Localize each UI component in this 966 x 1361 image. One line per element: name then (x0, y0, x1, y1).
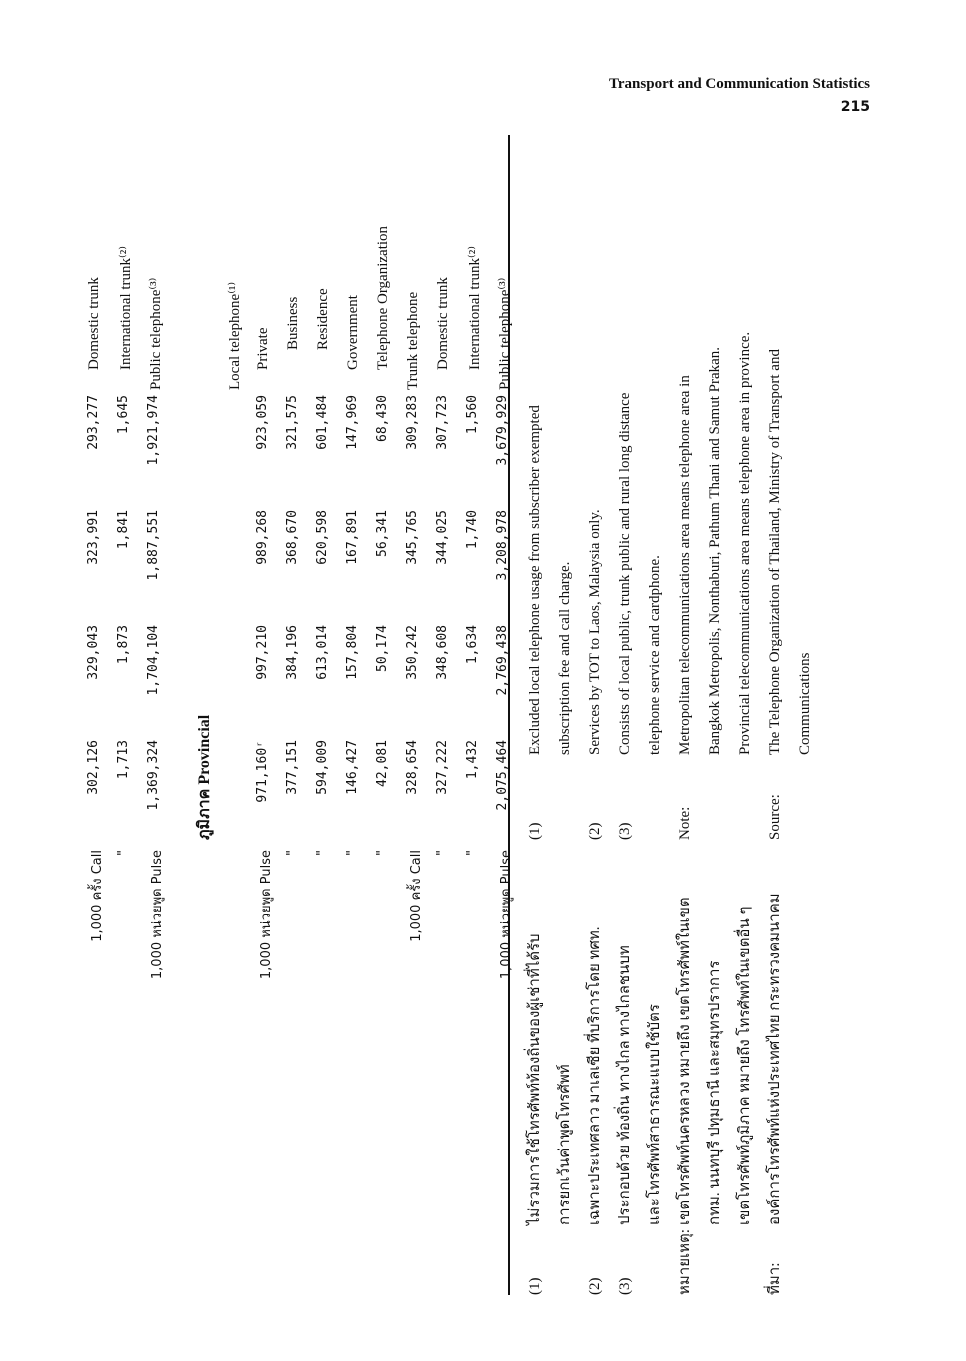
cell-value: 3,208,978 (495, 510, 510, 581)
cell-value: 68,430 (375, 395, 390, 442)
footnote-text: subscription fee and call charge. (557, 561, 573, 755)
section-provincial: ภูมิภาค Provincial (196, 714, 213, 840)
table-row (435, 135, 463, 1295)
footnote-line (520, 845, 550, 1295)
cell-value: 1,560 (465, 395, 480, 435)
row-unit: 1,000 หน่วยพูด Pulse (150, 850, 165, 980)
footnote-line (550, 140, 580, 840)
footnote-text: กทม. นนทบุรี ปทุมธานี และสมุทรปราการ (707, 960, 723, 1225)
row-label-english: Private (255, 327, 271, 370)
table-row (255, 135, 283, 1295)
footnote-line (730, 845, 760, 1295)
row-unit: 1,000 หน่วยพูด Pulse (259, 850, 274, 980)
footnote-text: Excluded local telephone usage from subscriber exempted (527, 405, 543, 755)
cell-value: 309,283 (405, 395, 420, 450)
cell-value: 345,765 (405, 510, 420, 565)
running-title: Transport and Communication Statistics (609, 76, 870, 92)
footnote-line (550, 845, 580, 1295)
row-unit: " (465, 850, 480, 856)
cell-value: 147,969 (345, 395, 360, 450)
row-label-english: International trunk⁽²⁾ (467, 246, 483, 370)
footnote-label: Source: (767, 794, 783, 840)
footnote-line (760, 140, 790, 840)
footnote-line (670, 140, 700, 840)
footnote-text: ประกอบด้วย ท้องถิ่น ทางไกล ทางไกลชนบท (617, 945, 633, 1225)
cell-value: 377,151 (285, 740, 300, 795)
footnote-label: (3) (617, 822, 633, 840)
footnote-line (610, 845, 640, 1295)
cell-value: 348,608 (435, 625, 450, 680)
cell-value: 997,210 (255, 625, 270, 680)
table-row (116, 135, 144, 1295)
footnote-text: และโทรศัพท์สาธารณะแบบใช้บัตร (647, 1004, 663, 1225)
cell-value: 601,484 (315, 395, 330, 450)
cell-value: 56,341 (375, 510, 390, 557)
table-row (375, 135, 403, 1295)
cell-value: 1,740 (465, 510, 480, 550)
cell-value: 329,043 (86, 625, 101, 680)
row-unit: " (435, 850, 450, 856)
row-unit: 1,000 ครั้ง Call (409, 850, 424, 942)
table-row (315, 135, 343, 1295)
footnote-line (670, 845, 700, 1295)
footnote-label: หมายเหตุ: (677, 1229, 693, 1295)
cell-value: 167,891 (345, 510, 360, 565)
row-unit: " (315, 850, 330, 856)
cell-value: 1,921,974 (146, 395, 161, 466)
row-label-english: Government (345, 295, 361, 370)
cell-value: 307,723 (435, 395, 450, 450)
table-row (285, 135, 313, 1295)
footnote-text: เฉพาะประเทศลาว มาเลเซีย ที่บริการโดย ทศท. (587, 926, 603, 1225)
cell-value: 989,268 (255, 510, 270, 565)
cell-value: 1,841 (116, 510, 131, 550)
page-header (609, 76, 870, 115)
cell-value: 344,025 (435, 510, 450, 565)
footnote-line (700, 845, 730, 1295)
footnote-label: Note: (677, 806, 693, 840)
footnote-text: Consists of local public, trunk public and rural long distance (617, 392, 633, 755)
cell-value: 971,160ʳ (255, 740, 270, 803)
cell-value: 1,369,324 (146, 740, 161, 811)
row-label-english: Telephone Organization (375, 225, 391, 370)
footnote-text: Services by TOT to Laos, Malaysia only. (587, 509, 603, 755)
cell-value: 293,277 (86, 395, 101, 450)
cell-value: 620,598 (315, 510, 330, 565)
footnote-label: (3) (617, 1277, 633, 1295)
cell-value: 321,575 (285, 395, 300, 450)
footnote-line (610, 140, 640, 840)
footnote-text: telephone service and cardphone. (647, 555, 663, 755)
cell-value: 594,009 (315, 740, 330, 795)
cell-value: 384,196 (285, 625, 300, 680)
footnote-text: การยกเว้นค่าพูดโทรศัพท์ (557, 1064, 573, 1225)
row-label-english: Residence (315, 288, 331, 350)
cell-value: 1,645 (116, 395, 131, 435)
cell-value: 1,873 (116, 625, 131, 665)
row-unit: " (375, 850, 390, 856)
footnote-line (640, 140, 670, 840)
table-row (465, 135, 493, 1295)
footnote-line (640, 845, 670, 1295)
row-label-english: Trunk telephone (405, 291, 421, 390)
footnote-label: (1) (527, 1277, 543, 1295)
cell-value: 42,081 (375, 740, 390, 787)
cell-value: 613,014 (315, 625, 330, 680)
footnote-line (520, 140, 550, 840)
row-label-english: Domestic trunk (435, 277, 451, 370)
footnote-line (580, 140, 610, 840)
row-label-english: Public telephone⁽³⁾ (497, 277, 513, 390)
footnote-text: Metropolitan telecommunications area means telephone area in (677, 375, 693, 755)
table-bottom-rule (508, 135, 510, 1295)
row-unit: 1,000 ครั้ง Call (90, 850, 105, 942)
cell-value: 1,887,551 (146, 510, 161, 581)
footnote-text: ไม่รวมการใช้โทรศัพท์ท้องถิ่นของผู้เช่าที่ได้รับ (527, 933, 543, 1225)
cell-value: 2,769,438 (495, 625, 510, 696)
footnote-text: Provincial telecommunications area means telephone area in province. (737, 331, 753, 755)
cell-value: 350,242 (405, 625, 420, 680)
cell-value: 146,427 (345, 740, 360, 795)
row-unit: " (285, 850, 300, 856)
footnote-text: Communications (797, 652, 813, 755)
page-number: 215 (840, 99, 870, 115)
footnote-line (760, 845, 790, 1295)
row-unit: " (116, 850, 131, 856)
cell-value: 1,713 (116, 740, 131, 780)
footnote-line (580, 845, 610, 1295)
table-row (86, 135, 114, 1295)
footnote-text: Bangkok Metropolis, Nonthaburi, Pathum Thani and Samut Prakan. (707, 346, 723, 755)
footnote-line (730, 140, 760, 840)
cell-value: 323,991 (86, 510, 101, 565)
table-row (345, 135, 373, 1295)
row-label-english: Public telephone⁽³⁾ (148, 277, 164, 390)
cell-value: 302,126 (86, 740, 101, 795)
row-label-english: Local telephone⁽¹⁾ (227, 281, 243, 390)
cell-value: 2,075,464 (495, 740, 510, 811)
cell-value: 327,222 (435, 740, 450, 795)
table-row (225, 135, 253, 1295)
footnote-line (790, 140, 820, 840)
footnote-line (700, 140, 730, 840)
footnote-label: (1) (527, 822, 543, 840)
footnotes-english (520, 140, 820, 840)
cell-value: 1,704,104 (146, 625, 161, 696)
cell-value: 328,654 (405, 740, 420, 795)
rotated-table (80, 135, 860, 1295)
row-label-english: Domestic trunk (86, 277, 102, 370)
row-label-english: Business (285, 296, 301, 350)
table-row (405, 135, 433, 1295)
footnotes-thai (520, 845, 790, 1295)
footnote-label: (2) (587, 1277, 603, 1295)
cell-value: 1,634 (465, 625, 480, 665)
cell-value: 3,679,929 (495, 395, 510, 466)
footnote-text: เขตโทรศัพท์ภูมิภาค หมายถึง โทรศัพท์ในเขตอื่น ๆ (737, 906, 753, 1225)
cell-value: 157,804 (345, 625, 360, 680)
footnote-text: เขตโทรศัพท์นครหลวง หมายถึง เขตโทรศัพท์ในเขต (677, 897, 693, 1225)
cell-value: 50,174 (375, 625, 390, 672)
cell-value: 368,670 (285, 510, 300, 565)
footnote-label: ที่มา: (767, 1262, 783, 1295)
cell-value: 1,432 (465, 740, 480, 780)
footnote-label: (2) (587, 822, 603, 840)
footnote-text: The Telephone Organization of Thailand, Ministry of Transport and (767, 349, 783, 755)
cell-value: 923,059 (255, 395, 270, 450)
row-label-english: International trunk⁽²⁾ (118, 246, 134, 370)
row-unit: 1,000 หน่วยพูด Pulse (499, 850, 514, 980)
footnote-text: องค์การโทรศัพท์แห่งประเทศไทย กระทรวงคมนาคม (767, 893, 783, 1225)
row-unit: " (345, 850, 360, 856)
table-row (146, 135, 174, 1295)
